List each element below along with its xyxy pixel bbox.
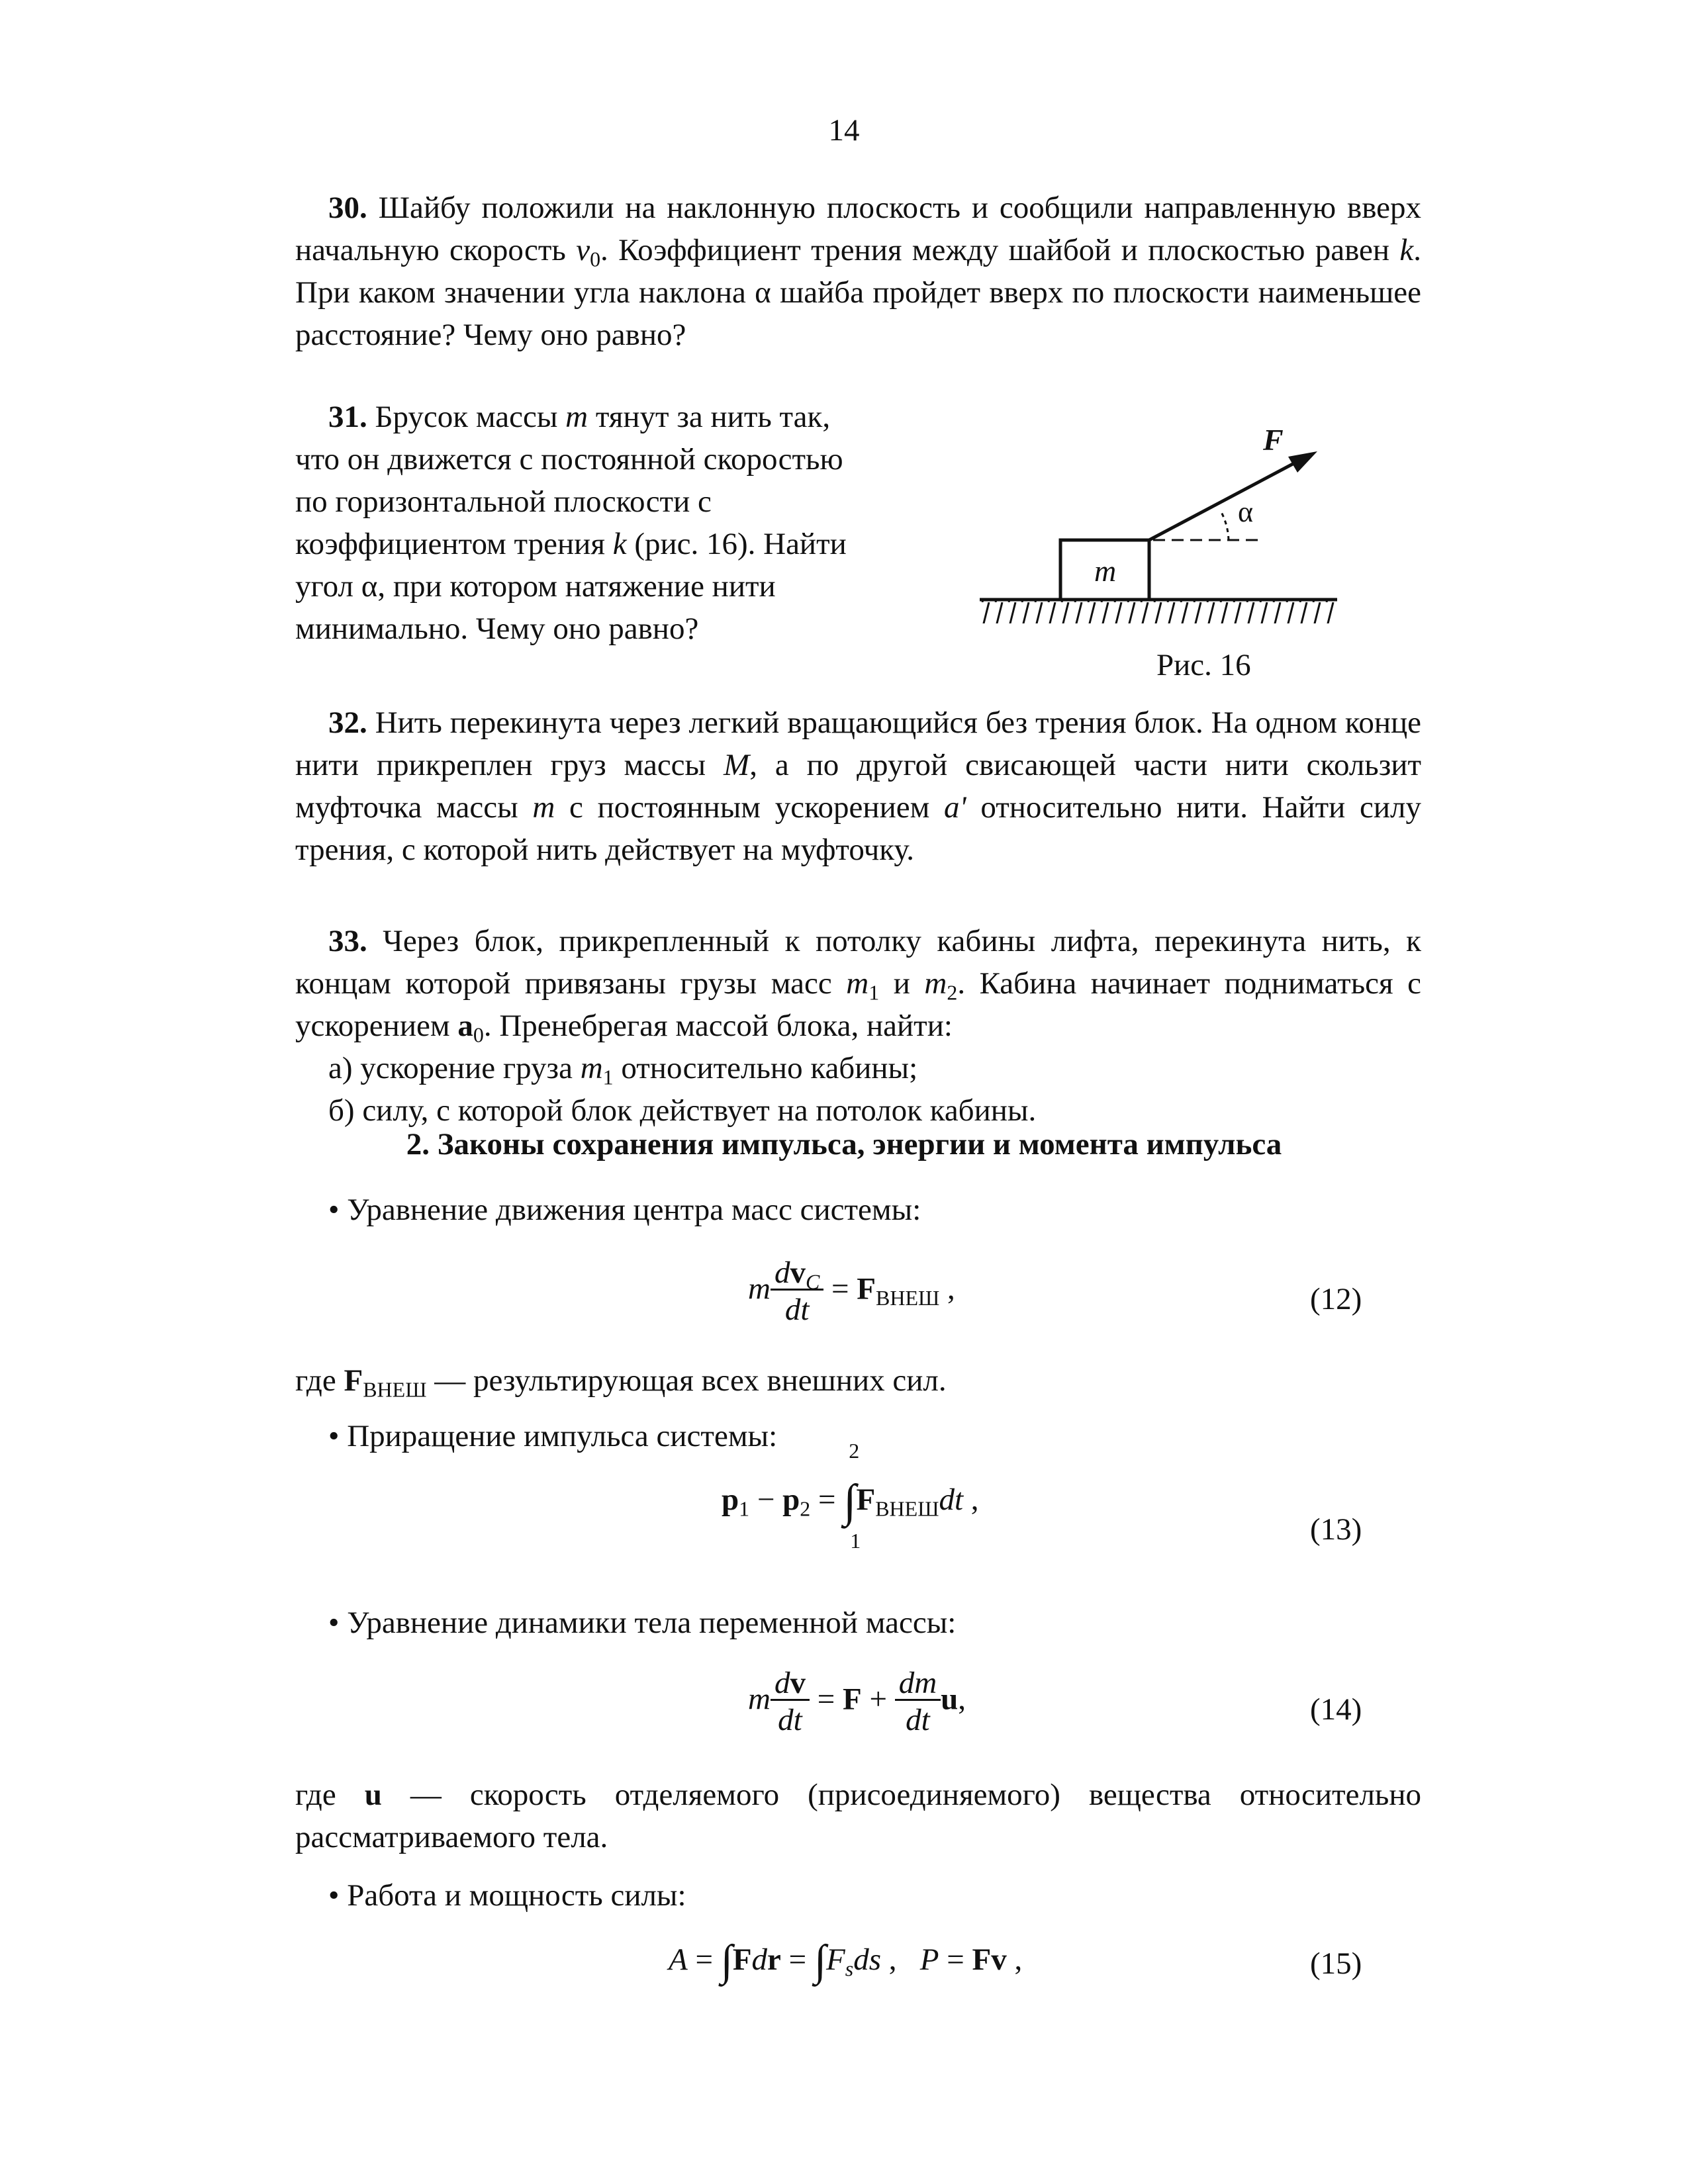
figure-16 — [966, 417, 1350, 642]
problem-number: 33. — [328, 924, 367, 958]
where-u: где u — скорость отделяемого (присоединяемого) вещества относительно рассматриваемого тела. — [295, 1778, 1421, 1854]
where-external-force: где $F_{ВНЕШ}$ — результирующая всех внешних сил. — [295, 1363, 947, 1402]
equation-15-label: (15) — [1310, 1946, 1362, 1981]
problem-33-item-a: а) ускорение груза $m_1$ относительно кабины; — [328, 1051, 918, 1089]
problem-number: 30. — [328, 191, 367, 225]
angle-label: α — [1238, 496, 1254, 528]
bullet-momentum-increment: • Приращение импульса системы: — [328, 1419, 778, 1453]
bullet-variable-mass: • Уравнение динамики тела переменной массы: — [328, 1606, 957, 1640]
problem-33: 33. Через блок, прикрепленный к потолку кабины лифта, перекинута нить, к концам которой привязаны грузы масс $m_1$ и $m_2$. Кабина начинает подниматься с ускорением $a_0$. Пренебрегая массой блока, найти: — [295, 924, 1421, 1047]
equation-14-label: (14) — [1310, 1692, 1362, 1727]
angle-arc — [1221, 511, 1229, 540]
force-label: F — [1263, 423, 1284, 457]
figure-16-caption: Рис. 16 — [1156, 648, 1251, 682]
equation-14: m $\frac{dv}{dt}$ = F + $\frac{dm}{dt}$ u, — [748, 1666, 966, 1737]
page-number: 14 — [828, 113, 860, 148]
equation-12-label: (12) — [1310, 1282, 1362, 1316]
problem-33-item-b: б) силу, с которой блок действует на потолок кабины. — [328, 1093, 1037, 1128]
problem-30: 30. Шайбу положили на наклонную плоскость и сообщили направленную вверх начальную скорость $v_0$. Коэффициент трения между шайбой и плоскостью равен k. При каком значении угла наклона α шайба пройдет вверх по плоскости наименьшее расстояние? Чему оно равно? — [295, 191, 1422, 352]
bullet-center-of-mass: • Уравнение движения центра масс системы: — [328, 1193, 921, 1227]
force-arrow-head — [1288, 451, 1317, 473]
ground-hatching — [980, 600, 1337, 623]
bullet-work-power: • Работа и мощность силы: — [328, 1878, 686, 1913]
problem-32: 32. Нить перекинута через легкий вращающийся без трения блок. На одном конце нити прикреплен груз массы M, а по другой свисающей части нити скользит муфточка массы m с постоянным ускорением a' относительно нити. Найти силу трения, с которой нить действует на муфточку. — [295, 705, 1422, 867]
equation-13: $p_1 - p_2$ = 2 ∫ 1 $F_{ВНЕШ}dt$ , — [722, 1439, 979, 1553]
equation-13-label: (13) — [1310, 1512, 1362, 1547]
force-arrow-shaft — [1149, 458, 1304, 540]
section-heading: 2. Законы сохранения импульса, энергии и момента импульса — [406, 1127, 1282, 1161]
equation-15: $A = \int Fdr = \int F_sds$ , P = Fv , — [669, 1936, 1023, 1985]
block-mass-label: m — [1094, 554, 1117, 588]
equation-12: m $\frac{dv_C}{dt}$ = $F_{ВНЕШ}$ , — [748, 1255, 955, 1327]
problem-number: 32. — [328, 705, 367, 740]
